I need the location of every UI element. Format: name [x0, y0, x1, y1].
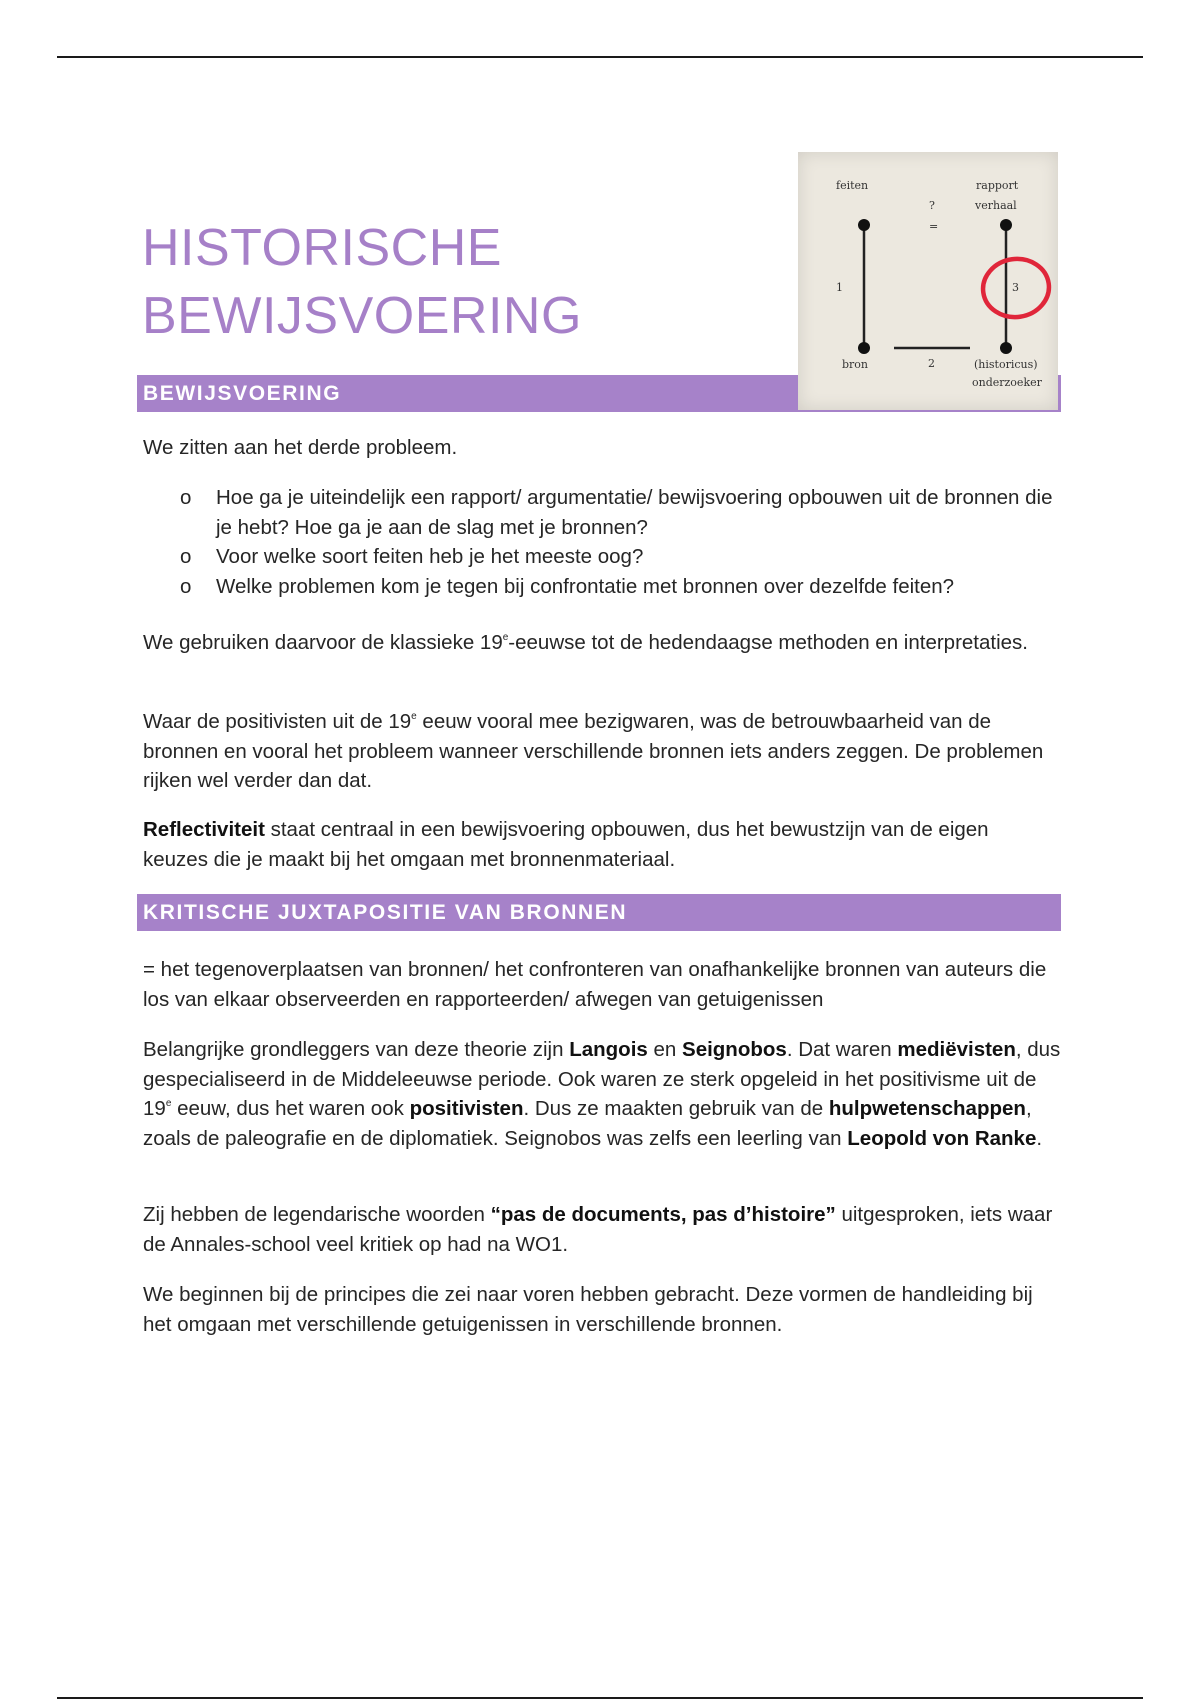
bullet-icon: o — [180, 486, 192, 509]
bold-term: hulpwetenschappen — [828, 1097, 1026, 1120]
text-run: Zij hebben de legendarische woorden — [143, 1203, 491, 1226]
diagram-label-equals: = — [929, 220, 939, 233]
intro-paragraph — [143, 433, 1063, 463]
diagram-svg — [798, 152, 1058, 410]
bullet-icon: o — [180, 545, 192, 568]
diagram-label-3: 3 — [1012, 281, 1019, 294]
text-run: eeuw vooral mee bezigwaren, was de betrouwbaarheid van de bronnen en vooral het probleem wanneer verschillende bronnen iets anders zeggen. De problemen rijken wel verder dan dat. — [143, 710, 1044, 792]
top-rule — [57, 56, 1143, 58]
bold-term: Leopold von Ranke — [847, 1126, 1037, 1150]
text-run: . Dus ze maakten gebruik van de — [523, 1097, 829, 1120]
diagram-label-question: ? — [929, 199, 935, 212]
bold-term: positivisten — [409, 1097, 524, 1120]
text-run: en — [647, 1038, 683, 1061]
diagram-dot-rapport — [1000, 219, 1012, 231]
diagram-label-feiten: feiten — [836, 179, 869, 192]
bold-term: Langois — [569, 1038, 648, 1061]
bold-term: mediëvisten — [897, 1038, 1016, 1061]
text-run: . Dat waren — [786, 1038, 898, 1061]
page-title-line-2: BEWIJSVOERING — [142, 287, 582, 345]
paragraph-positivists — [143, 707, 1063, 796]
bottom-rule — [57, 1697, 1143, 1699]
paragraph-reflectivity — [143, 815, 1053, 874]
diagram-dot-feiten — [858, 219, 870, 231]
text-run: We gebruiken daarvoor de klassieke 19 — [143, 631, 503, 654]
text-run: Belangrijke grondleggers van deze theorie zijn — [143, 1038, 570, 1061]
superscript: e — [502, 632, 509, 643]
paragraph-quote — [143, 1200, 1058, 1259]
diagram-dot-historicus — [1000, 342, 1012, 354]
diagram-label-verhaal: verhaal — [975, 199, 1017, 212]
text-run: uitgesproken, iets waar de Annales-school veel kritiek op had na WO1. — [143, 1203, 1053, 1256]
paragraph-methods — [143, 628, 1043, 658]
text-run: . — [1036, 1126, 1043, 1150]
page-title — [142, 214, 582, 350]
diagram-label-rapport: rapport — [976, 179, 1019, 192]
section-heading-kritische-juxtapositie: KRITISCHE JUXTAPOSITIE VAN BRONNEN — [137, 894, 1061, 931]
superscript: e — [411, 711, 417, 722]
bold-term: Reflectiviteit — [143, 818, 265, 841]
intro-text: We zitten aan het derde probleem. — [143, 436, 458, 459]
text-run: = het tegenoverplaatsen van bronnen/ het confronteren van onafhankelijke bronnen van auteurs die los van elkaar observeerden en rapporteerden/ afwegen van getuigenissen — [143, 958, 1047, 1011]
list-item — [180, 572, 1060, 602]
list-item — [180, 483, 1060, 542]
page-title-line-1: HISTORISCHE — [142, 219, 502, 277]
list-item-text: Hoe ga je uiteindelijk een rapport/ argumentatie/ bewijsvoering opbouwen uit de bronnen die je hebt? Hoe ga je aan de slag met je bronnen? — [216, 486, 1053, 539]
text-run: Waar de positivisten uit de 19 — [143, 710, 412, 733]
diagram-label-1: 1 — [836, 281, 843, 294]
paragraph-definition — [143, 955, 1058, 1014]
diagram-label-bron: bron — [842, 358, 869, 371]
bold-quote: “pas de documents, pas d’histoire” — [490, 1203, 836, 1226]
diagram-label-onderzoeker: onderzoeker — [972, 376, 1042, 389]
text-run: , dus gespecialiseerd in de Middeleeuwse periode. Ook waren ze sterk opgeleid in het positivisme uit de 19 — [143, 1038, 1061, 1120]
diagram-label-historicus: (historicus) — [974, 358, 1038, 371]
text-run: , zoals de paleografie en de diplomatiek. Seignobos was zelfs een leerling van — [143, 1097, 1032, 1150]
list-item — [180, 542, 1060, 572]
bullet-icon: o — [180, 574, 192, 598]
bold-term: Seignobos — [682, 1038, 787, 1061]
text-run: We beginnen bij de principes die zei naar voren hebben gebracht. Deze vormen de handleiding bij het omgaan met verschillende getuigenissen in verschillende bronnen. — [143, 1283, 1033, 1336]
question-list — [180, 483, 1060, 601]
superscript: e — [165, 1098, 172, 1109]
paragraph-principles — [143, 1280, 1058, 1339]
section-heading-bewijsvoering: BEWIJSVOERING — [137, 375, 1061, 412]
text-run: eeuw, dus het waren ook — [171, 1097, 410, 1120]
list-item-text: Voor welke soort feiten heb je het meeste oog? — [216, 545, 644, 568]
diagram-label-2: 2 — [928, 357, 935, 370]
diagram-dot-bron — [858, 342, 870, 354]
text-run: staat centraal in een bewijsvoering opbouwen, dus het bewustzijn van de eigen keuzes die je maakt bij het omgaan met bronnenmateriaal. — [143, 818, 989, 871]
paragraph-founders — [143, 1035, 1068, 1153]
list-item-text: Welke problemen kom je tegen bij confrontatie met bronnen over dezelfde feiten? — [216, 574, 955, 598]
diagram-photo — [798, 152, 1058, 410]
text-run: -eeuwse tot de hedendaagse methoden en interpretaties. — [508, 631, 1028, 654]
